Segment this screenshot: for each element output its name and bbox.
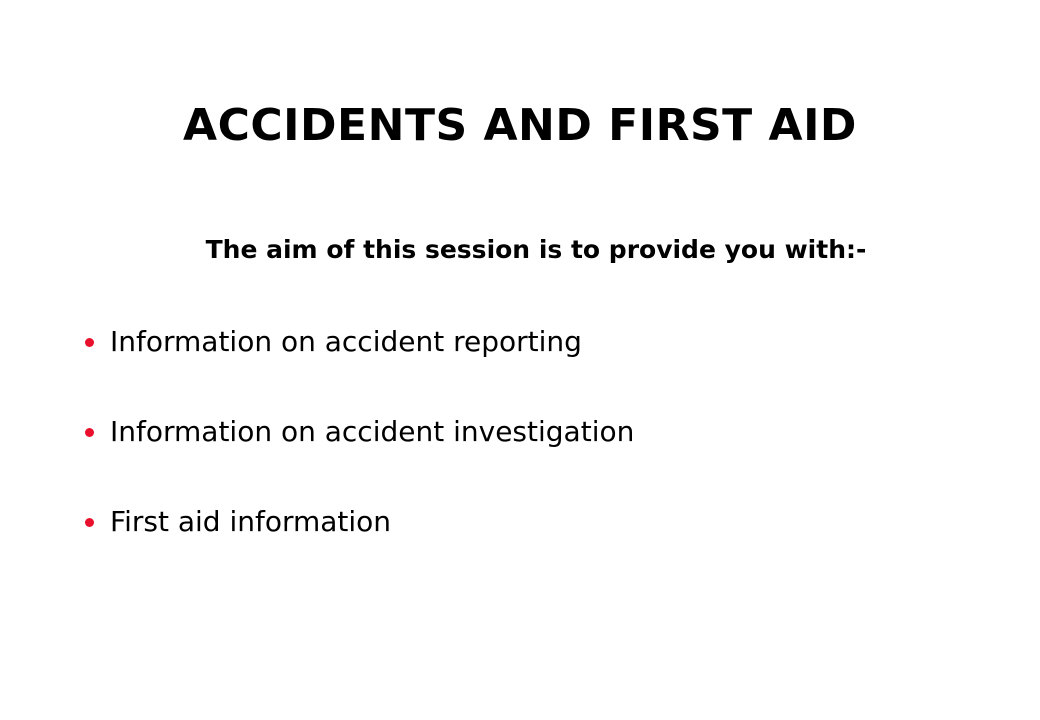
bullet-item <box>82 502 634 592</box>
bullet-list <box>82 322 634 592</box>
bullet-dot-icon <box>85 338 94 347</box>
slide-title: ACCIDENTS AND FIRST AID <box>183 100 857 151</box>
bullet-item <box>82 412 634 502</box>
slide-subtitle: The aim of this session is to provide you with:- <box>205 235 867 264</box>
bullet-dot-icon <box>85 428 94 437</box>
bullet-dot-icon <box>85 518 94 527</box>
bullet-text: First aid information <box>110 505 392 538</box>
bullet-text: Information on accident reporting <box>110 325 582 358</box>
bullet-text: Information on accident investigation <box>110 415 635 448</box>
bullet-item <box>82 322 634 412</box>
